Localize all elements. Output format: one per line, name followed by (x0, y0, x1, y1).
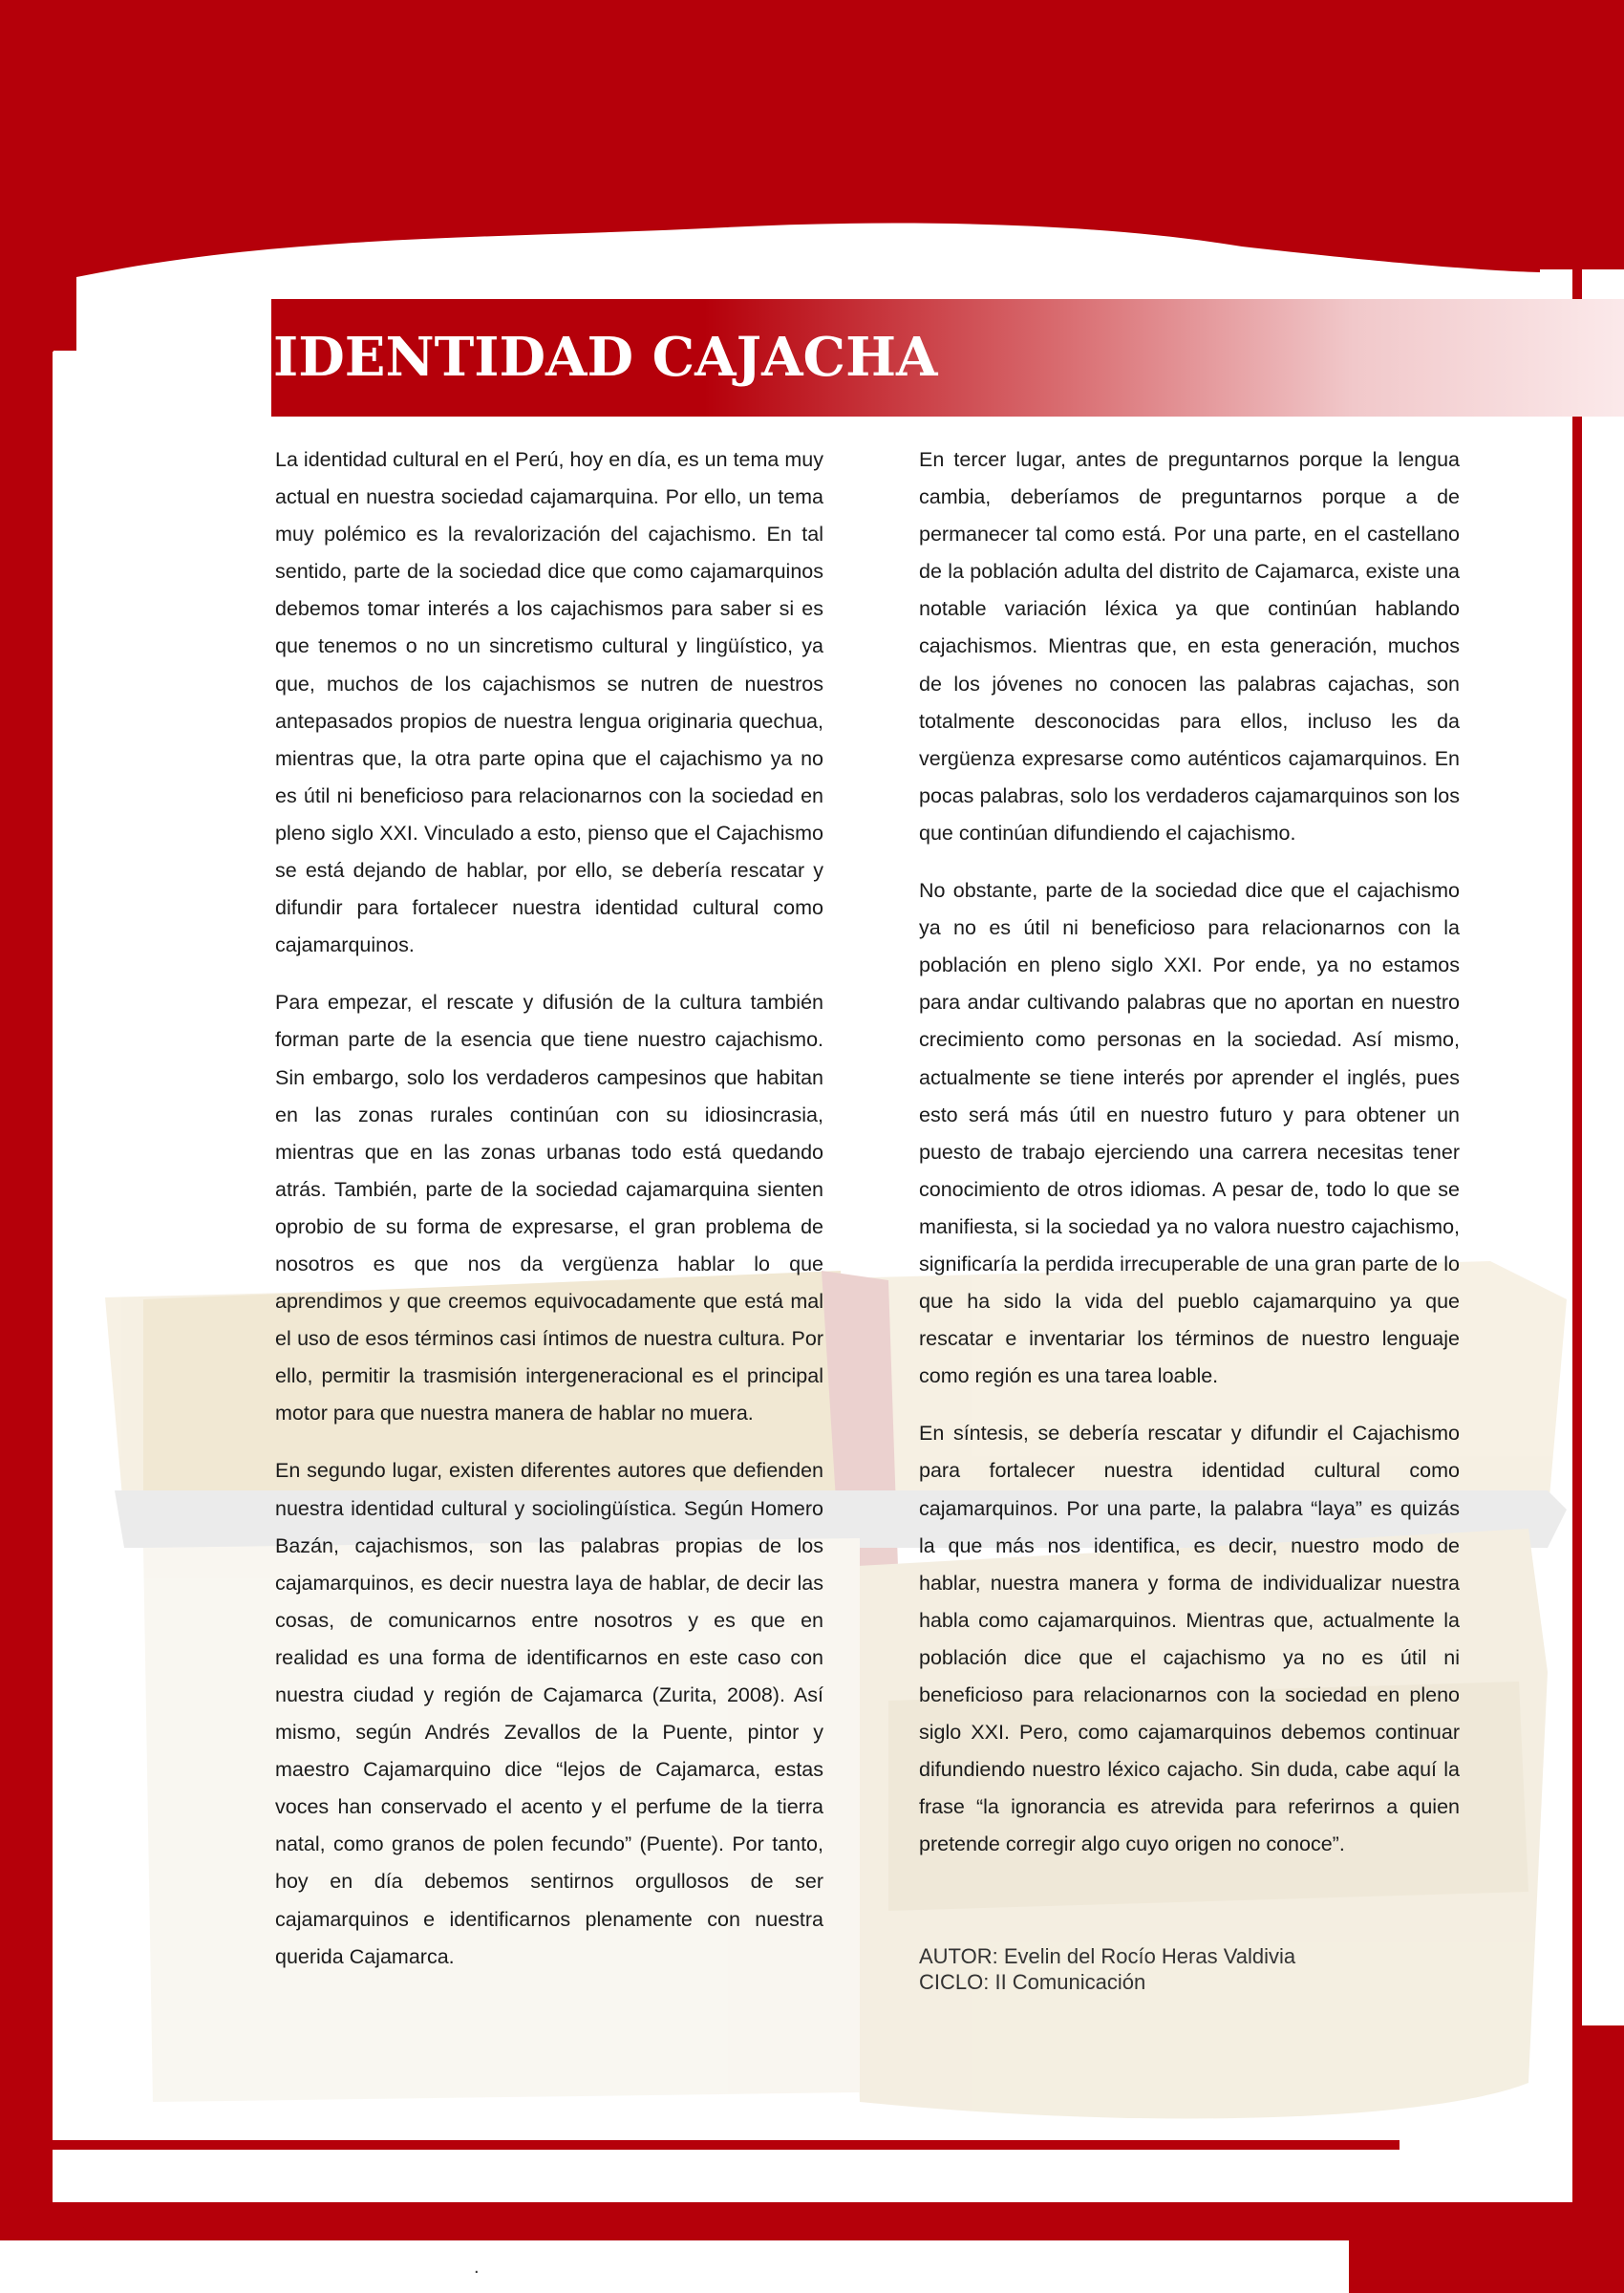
page-title: IDENTIDAD CAJACHA (273, 326, 938, 389)
footer-mark: . (474, 2257, 480, 2278)
paragraph-right-2: No obstante, parte de la sociedad dice que el cajachismo ya no es útil ni beneficioso para relacionarnos con la población en pleno siglo XXI. Por ende, ya no estamos para andar cultivando palabras que no aportan en nuestro crecimiento como personas en la sociedad. Así mismo, actualmente se tiene interés por aprender el inglés, pues esto será más útil en nuestro futuro y para obtener un puesto de trabajo ejerciendo una carrera necesitas tener conocimiento de otros idiomas. A pesar de, todo lo que se manifiesta, si la sociedad ya no valora nuestro cajachismo, significaría la perdida irrecuperable de una gran parte de lo que ha sido la vida del pueblo cajamarquino ya que rescatar e inventariar los términos de nuestro lenguaje como región es una tarea loable. (919, 879, 1460, 1388)
author-block (919, 1943, 1460, 1995)
paragraph-right-1: En tercer lugar, antes de preguntarnos porque la lengua cambia, deberíamos de preguntarnos porque a de permanecer tal como está. Por una parte, en el castellano de la población adulta del distrito de Cajamarca, existe una notable variación léxica ya que continúan hablando cajachismos. Mientras que, en esta generación, muchos de los jóvenes no conocen las palabras cajachas, son totalmente desconocidas para ellos, incluso les da vergüenza expresarse como auténticos cajamarquinos. En pocas palabras, solo los verdaderos cajamarquinos son los que continúan difundiendo el cajachismo. (919, 448, 1460, 845)
right-border-line (1572, 269, 1582, 2027)
paragraph-left-3: En segundo lugar, existen diferentes autores que defienden nuestra identidad cultural y sociolingüística. Según Homero Bazán, cajachismos, son las palabras propias de los cajamarquinos, es decir nuestra laya de hablar, de decir las cosas, de comunicarnos entre nosotros y es que en realidad es una forma de identificarnos en este caso con nuestra ciudad y región de Cajamarca (Zurita, 2008). Así mismo, según Andrés Zevallos de la Puente, pintor y maestro Cajamarquino dice “lejos de Cajamarca, estas voces han conservado el acento y el perfume de la tierra natal, como granos de polen fecundo” (Puente). Por tanto, hoy en día debemos sentirnos orgullosos de ser cajamarquinos e identificarnos plenamente con nuestra querida Cajamarca. (275, 1459, 823, 1968)
paragraph-right-3: En síntesis, se debería rescatar y difundir el Cajachismo para fortalecer nuestra identidad cultural como cajamarquinos. Por una parte, la palabra “laya” es quizás la que más nos identifica, es decir, nuestro modo de hablar, nuestra manera y forma de individualizar nuestra habla como cajamarquinos. Mientras que, actualmente la población dice que el cajachismo ya no es útil ni beneficioso para relacionarnos con la sociedad en pleno siglo XXI. Pero, como cajamarquinos debemos continuar difundiendo nuestro léxico cajacho. Sin duda, cabe aquí la frase “la ignorancia es atrevida para referirnos a quien pretende corregir algo cuyo origen no conoce”. (919, 1422, 1460, 1856)
author-name: AUTOR: Evelin del Rocío Heras Valdivia (919, 1944, 1296, 1969)
paragraph-left-2: Para empezar, el rescate y difusión de la cultura también forman parte de la esencia que tiene nuestro cajachismo. Sin embargo, solo los verdaderos campesinos que habitan en las zonas rurales continúan con su idiosincrasia, mientras que en las zonas urbanas todo está quedando atrás. También, parte de la sociedad cajamarquina sienten oprobio de su forma de expresarse, el gran problema de nosotros es que nos da vergüenza hablar lo que aprendimos y que creemos equivocadamente que está mal el uso de esos términos casi íntimos de nuestra cultura. Por ello, permitir la trasmisión intergeneracional es el principal motor para que nuestra manera de hablar no muera. (275, 991, 823, 1425)
right-column (919, 441, 1460, 1995)
paragraph-left-1: La identidad cultural en el Perú, hoy en día, es un tema muy actual en nuestra sociedad cajamarquina. Por ello, un tema muy polémico es la revalorización del cajachismo. En tal sentido, parte de la sociedad dice que como cajamarquinos debemos tomar interés a los cajachismos para saber si es que tenemos o no un sincretismo cultural y lingüístico, ya que, muchos de los cajachismos se nutren de nuestros antepasados propios de nuestra lengua originaria quechua, mientras que, la otra parte opina que el cajachismo ya no es útil ni beneficioso para relacionarnos con la sociedad en pleno siglo XXI. Vinculado a esto, pienso que el Cajachismo se está dejando de hablar, por ello, se debería rescatar y difundir para fortalecer nuestra identidad cultural como cajamarquinos. (275, 448, 823, 957)
bottom-border-band (53, 2140, 1400, 2150)
author-cycle: CICLO: II Comunicación (919, 1970, 1146, 1995)
left-column (275, 441, 823, 1996)
